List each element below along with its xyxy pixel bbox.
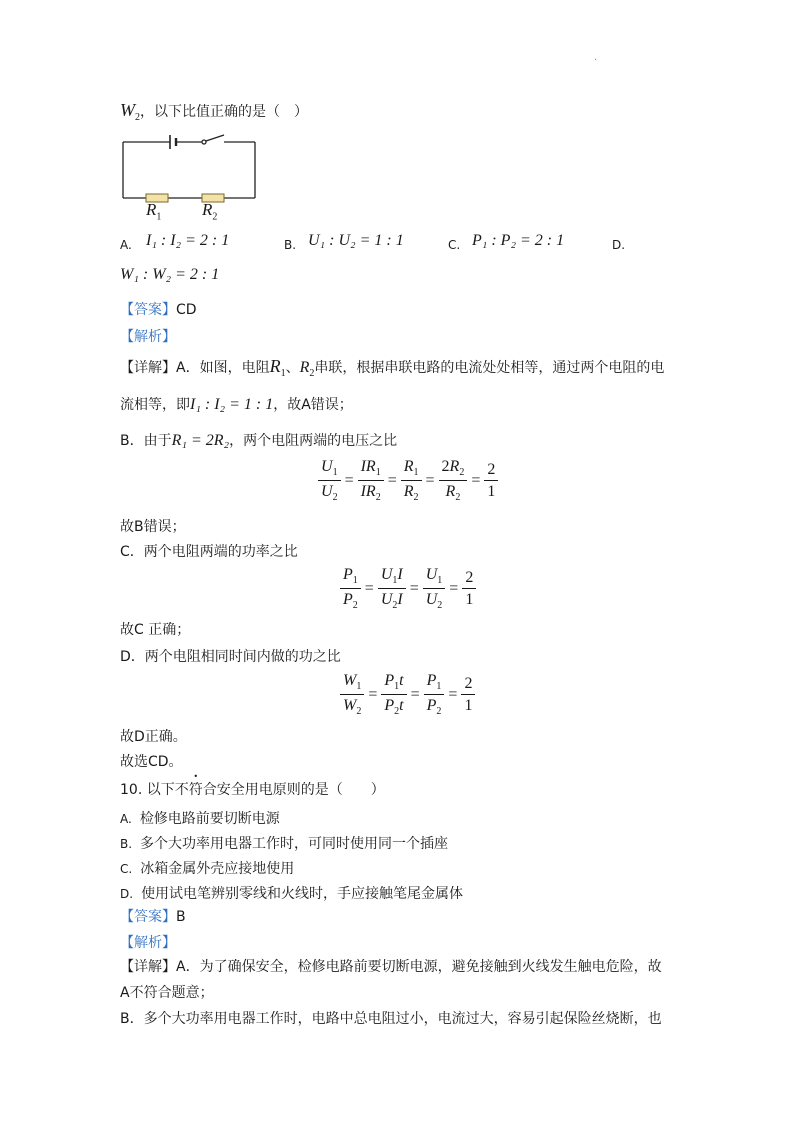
q9-answer (120, 299, 197, 319)
q9-detail-b-line: B．由于R₁ = 2R₂，两个电阻两端的电压之比 (120, 432, 398, 449)
answer-tag: 【答案】 (120, 302, 176, 318)
q10-option-c: C. 冰箱金属外壳应接地使用 (120, 861, 295, 877)
q9-detail-a-line2: 流相等，即I₁ : I₂ = 1 : 1，故A错误； (120, 396, 353, 413)
option-c-expr: P₁ : P₂ = 2 : 1 (472, 232, 565, 249)
q10-emphasis: 不符合 (174, 782, 217, 798)
q10-option-b: B. 多个大功率用电器工作时，可同时使用同一个插座 (120, 836, 449, 852)
q9-detail-a-line1: 【详解】A．如图，电阻$R_1$、$R_2$串联，根据串联电路的电流处处相等，通过两个电阻的电 (120, 356, 665, 379)
circuit-diagram (118, 128, 263, 224)
option-b-expr: U₁ : U₂ = 1 : 1 (308, 232, 404, 249)
intro-variable: W (120, 100, 135, 120)
q10-detail-a-line2: A不符合题意； (120, 985, 214, 1001)
equation-power-ratio: $\frac{P_1}{P_2}$ = $\frac{U_1I}{U_2I}$ = $\frac{U_1}{U_2}$ = $\frac{2}{1}$ (338, 566, 478, 611)
q10-detail-a-line1: 【详解】A．为了确保安全，检修电路前要切断电源，避免接触到火线发生触电危险，故 (120, 959, 662, 975)
option-c-label: C. (448, 238, 461, 252)
q9-detail-d-line: D．两个电阻相同时间内做的功之比 (120, 649, 341, 665)
label-r1: $R_1$ (146, 200, 162, 223)
q9-b-conclusion: 故B错误； (120, 519, 186, 535)
q10-answer: 【答案】B (120, 909, 186, 925)
detail-tag: 【详解】 (120, 360, 176, 376)
option-d-label: D. (612, 238, 626, 252)
q10-option-d: D. 使用试电笔辨别零线和火线时，手应接触笔尾金属体 (120, 886, 464, 902)
option-d-expr: W₁ : W₂ = 2 : 1 (120, 266, 220, 283)
switch-blade (206, 135, 224, 141)
answer-value: CD (176, 302, 197, 318)
q9-detail-c-line: C．两个电阻两端的功率之比 (120, 544, 298, 560)
equation-work-ratio: $\frac{W_1}{W_2}$ = $\frac{P_1t}{P_2t}$ = $\frac{P_1}{P_2}$ = $\frac{2}{1}$ (338, 672, 477, 717)
q9-analysis-tag: 【解析】 (120, 329, 176, 345)
q9-c-conclusion: 故C 正确； (120, 622, 191, 638)
option-b-label: B. (284, 238, 297, 252)
q9-d-conclusion: 故D正确。 (120, 729, 187, 745)
option-a-label: A. (120, 238, 132, 252)
q10-detail-b-line1: B．多个大功率用电器工作时，电路中总电阻过小，电流过大，容易引起保险丝烧断，也 (120, 1011, 662, 1027)
resistance-relation-expr: R₁ = 2R₂ (171, 432, 230, 449)
switch-pivot (202, 140, 206, 144)
equation-voltage-ratio: $\frac{U_1}{U_2}$ = $\frac{IR_1}{IR_2}$ = $\frac{R_1}{R_2}$ = $\frac{2R_2}{R_2}$ = $\frac{2}{1}$ (316, 458, 500, 503)
label-r2: $R_2$ (202, 200, 218, 223)
q9-final-answer: 故选CD。 (120, 754, 183, 770)
q10-stem: 10. 以下不符合安全用电原则的是（ ） (120, 782, 385, 798)
question-intro (120, 100, 308, 123)
current-ratio-expr: I₁ : I₂ = 1 : 1 (190, 396, 274, 413)
intro-subscript: 2 (135, 111, 140, 123)
q10-number: 10. (120, 782, 143, 798)
intro-text: ，以下比值正确的是（ ） (140, 104, 308, 120)
q10-analysis-tag: 【解析】 (120, 935, 176, 951)
option-a-expr: I₁ : I₂ = 2 : 1 (146, 232, 230, 249)
corner-mark: . (594, 52, 598, 63)
q10-option-a: A. 检修电路前要切断电源 (120, 811, 280, 827)
